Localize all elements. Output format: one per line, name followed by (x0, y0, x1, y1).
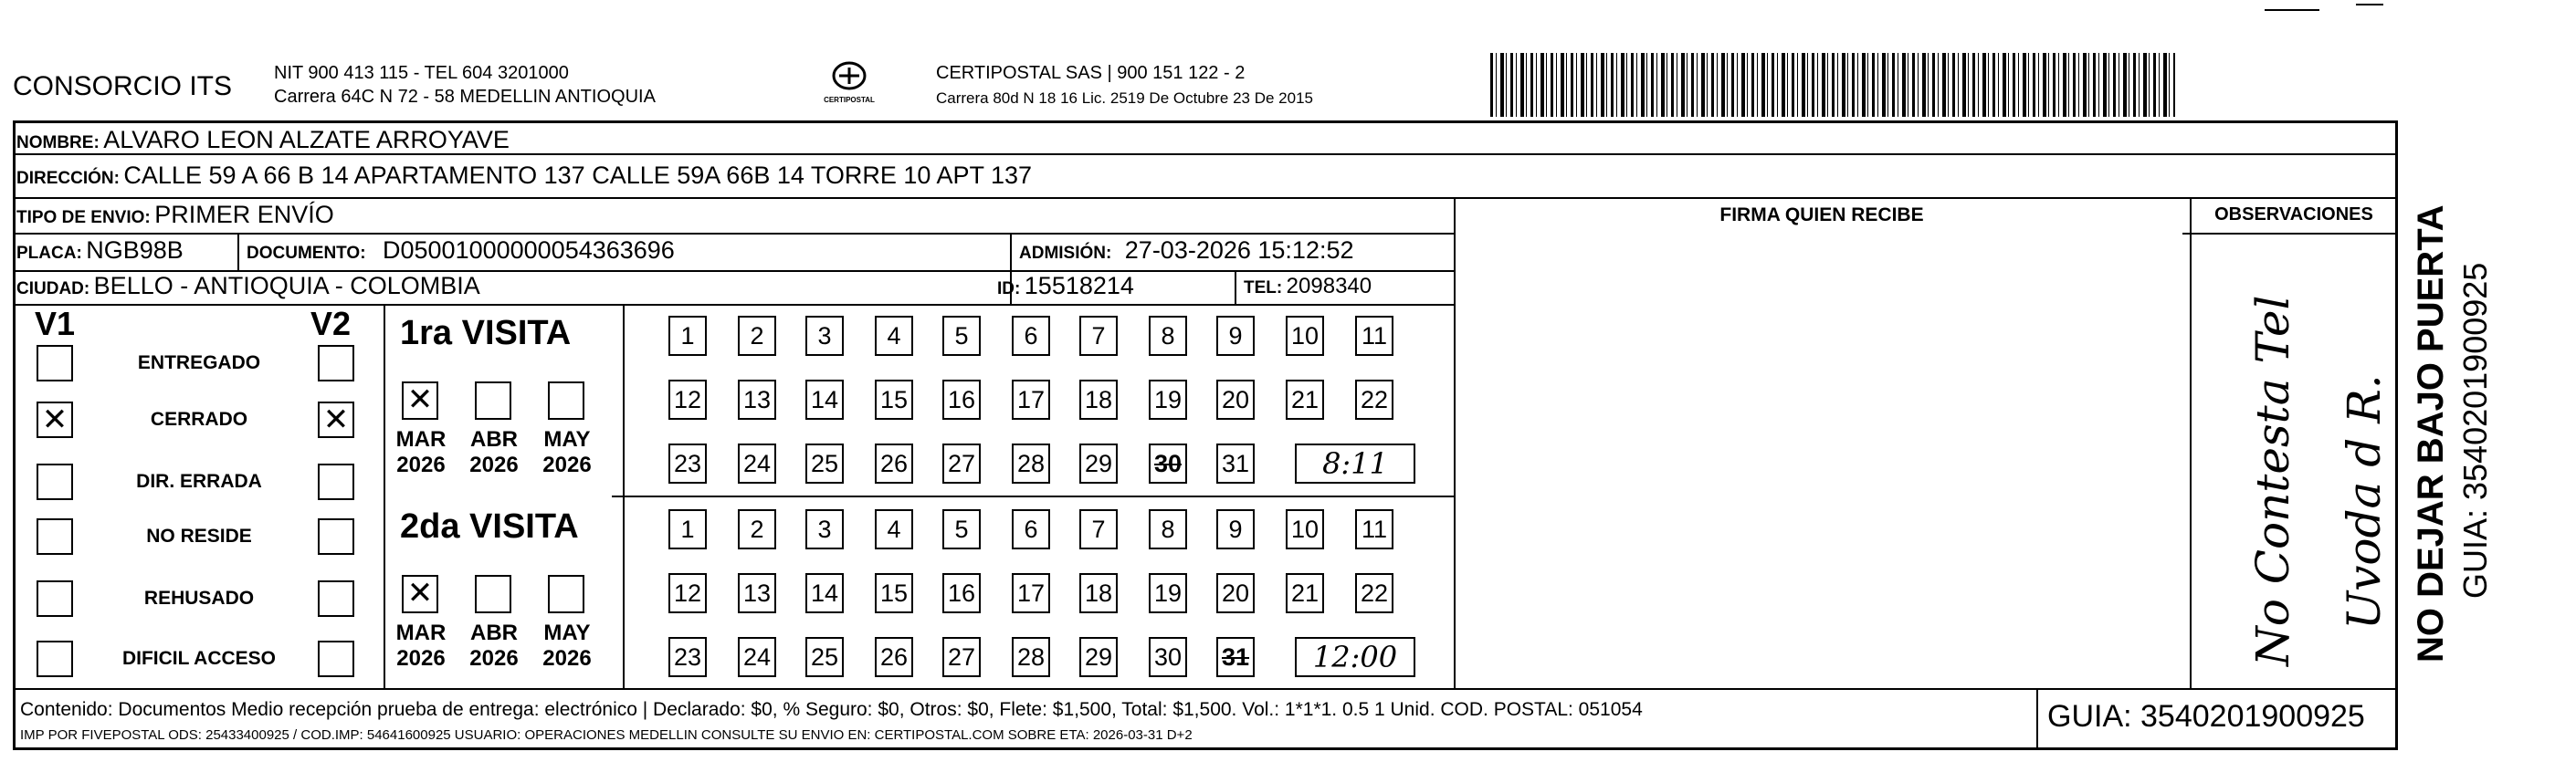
documento-cell (247, 236, 675, 265)
day-box[interactable]: 21 (1286, 573, 1324, 613)
observacion-line-1: No Contesta Tel (2246, 295, 2299, 666)
v1-checkbox[interactable] (37, 580, 73, 617)
day-box[interactable]: 17 (1012, 380, 1050, 420)
day-box[interactable]: 16 (942, 573, 981, 613)
id-cell (997, 272, 1134, 300)
direccion-value: CALLE 59 A 66 B 14 APARTAMENTO 137 CALLE 59A 66B 14 TORRE 10 APT 137 (123, 162, 1033, 189)
day-box[interactable]: 22 (1355, 380, 1393, 420)
observacion-line-2: Uvoda d R. (2338, 374, 2391, 630)
day-box[interactable]: 9 (1216, 509, 1255, 549)
day-box[interactable]: 27 (942, 637, 981, 677)
day-box[interactable]: 9 (1216, 316, 1255, 356)
day-box[interactable]: 14 (805, 380, 844, 420)
admision-value: 27-03-2026 15:12:52 (1124, 236, 1354, 264)
company-name: CONSORCIO ITS (13, 71, 233, 101)
day-box[interactable]: 1 (668, 509, 707, 549)
tel-label: TEL: (1244, 278, 1283, 298)
day-box[interactable]: 20 (1216, 380, 1255, 420)
month-checkbox[interactable] (402, 381, 438, 420)
day-box[interactable]: 8 (1149, 316, 1187, 356)
placa-cell (16, 236, 184, 265)
id-label: ID: (997, 279, 1021, 298)
day-box[interactable]: 4 (875, 316, 913, 356)
company-address: Carrera 64C N 72 - 58 MEDELLIN ANTIOQUIA (274, 87, 656, 107)
v1-label: V1 (35, 305, 76, 342)
side-warning: NO DEJAR BAJO PUERTA (2411, 204, 2451, 663)
certipostal-info: CERTIPOSTAL SAS | 900 151 122 - 2 (936, 63, 1246, 83)
day-box[interactable]: 3 (805, 509, 844, 549)
day-box[interactable]: 10 (1286, 316, 1324, 356)
day-box[interactable]: 3 (805, 316, 844, 356)
status-label: NO RESIDE (146, 526, 252, 547)
signature-area[interactable] (1457, 235, 2188, 686)
month-year: 2026 (542, 646, 592, 671)
month-name: MAR (395, 621, 447, 645)
day-box[interactable]: 19 (1149, 380, 1187, 420)
v1-checkbox[interactable] (37, 518, 73, 555)
side-guia: GUIA: 3540201900925 (2456, 262, 2494, 599)
nombre-value: ALVARO LEON ALZATE ARROYAVE (103, 126, 510, 153)
v2-checkbox[interactable] (318, 580, 354, 617)
day-box[interactable]: 19 (1149, 573, 1187, 613)
certipostal-logo-icon (831, 60, 867, 91)
x-mark-icon: ✕ (406, 381, 434, 418)
month-label (462, 427, 526, 478)
admision-label: ADMISIÓN: (1019, 244, 1112, 263)
tel-value: 2098340 (1286, 274, 1372, 298)
month-name: MAY (543, 427, 591, 452)
day-box[interactable]: 23 (668, 444, 707, 484)
day-box[interactable]: 12 (668, 573, 707, 613)
day-box[interactable]: 11 (1355, 316, 1393, 356)
day-box[interactable]: 5 (942, 316, 981, 356)
day-box[interactable]: 18 (1079, 573, 1118, 613)
month-name: MAY (543, 621, 591, 645)
day-box[interactable]: 30 (1149, 637, 1187, 677)
month-name: ABR (470, 621, 518, 645)
day-box[interactable]: 31 (1216, 637, 1255, 677)
v2-checkbox[interactable] (318, 518, 354, 555)
month-year: 2026 (469, 453, 519, 477)
day-box[interactable]: 15 (875, 380, 913, 420)
v1-checkbox[interactable] (37, 464, 73, 500)
day-box[interactable]: 14 (805, 573, 844, 613)
status-label: DIR. ERRADA (136, 471, 262, 492)
day-box[interactable]: 11 (1355, 509, 1393, 549)
footer-contenido: Contenido: Documentos Medio recepción prueba de entrega: electrónico | Declarado: $0, % Seguro: $0, Otros: $0, Flete: $1,500, Total: $1,500. Vol.: 1*1*1. 0.5 1 Unid. COD. POSTAL: 051054 (20, 699, 1643, 720)
day-box[interactable]: 28 (1012, 637, 1050, 677)
month-label (462, 621, 526, 672)
admision-cell (1019, 236, 1354, 265)
month-label (535, 621, 599, 672)
day-box[interactable]: 13 (738, 380, 776, 420)
day-box[interactable]: 5 (942, 509, 981, 549)
day-box[interactable]: 24 (738, 637, 776, 677)
ciudad-label: CIUDAD: (16, 279, 90, 298)
month-name: ABR (470, 427, 518, 452)
documento-label: DOCUMENTO: (247, 244, 366, 263)
certipostal-logo (822, 60, 877, 104)
month-label (389, 427, 453, 478)
footer-guia: GUIA: 3540201900925 (2047, 699, 2365, 734)
visit-title: 2da VISITA (400, 507, 579, 546)
placa-label: PLACA: (16, 244, 82, 263)
status-label: REHUSADO (143, 588, 255, 609)
month-year: 2026 (469, 646, 519, 671)
ciudad-value: BELLO - ANTIOQUIA - COLOMBIA (93, 272, 480, 299)
month-checkbox[interactable] (548, 381, 584, 420)
placa-value: NGB98B (86, 236, 184, 264)
month-year: 2026 (396, 646, 446, 671)
day-box[interactable]: 18 (1079, 380, 1118, 420)
direccion-label: DIRECCIÓN: (16, 169, 120, 188)
certipostal-address: Carrera 80d N 18 16 Lic. 2519 De Octubre 23 De 2015 (936, 89, 1313, 107)
visit-time[interactable]: 12:00 (1295, 637, 1415, 677)
ciudad-cell (16, 272, 480, 300)
month-label (535, 427, 599, 478)
day-box[interactable]: 6 (1012, 316, 1050, 356)
day-box[interactable]: 10 (1286, 509, 1324, 549)
visit-time[interactable]: 8:11 (1295, 444, 1415, 484)
day-box[interactable]: 21 (1286, 380, 1324, 420)
day-box[interactable]: 1 (668, 316, 707, 356)
day-box[interactable]: 30 (1149, 444, 1187, 484)
day-box[interactable]: 23 (668, 637, 707, 677)
day-box[interactable]: 8 (1149, 509, 1187, 549)
day-box[interactable]: 2 (738, 509, 776, 549)
footer-imp: IMP POR FIVEPOSTAL ODS: 25433400925 / COD.IMP: 54641600925 USUARIO: OPERACIONES MEDELLIN CONSULTE SU ENVIO EN: CERTIPOSTAL.COM SOBRE ETA: 2026-03-31 D+2 (20, 727, 1193, 743)
day-box[interactable]: 2 (738, 316, 776, 356)
day-box[interactable]: 24 (738, 444, 776, 484)
day-box[interactable]: 29 (1079, 444, 1118, 484)
nombre-row (16, 126, 510, 154)
day-box[interactable]: 12 (668, 380, 707, 420)
status-label: CERRADO (150, 409, 248, 430)
v1-checkbox[interactable] (37, 345, 73, 381)
observaciones-label: OBSERVACIONES (2214, 204, 2373, 224)
day-box[interactable]: 26 (875, 637, 913, 677)
tipo-label: TIPO DE ENVIO: (16, 208, 151, 227)
month-checkbox[interactable] (475, 575, 511, 613)
direccion-row (16, 162, 1032, 190)
x-mark-icon: ✕ (41, 402, 68, 438)
corner-mark (2265, 9, 2319, 11)
tipo-row (16, 201, 334, 229)
day-box[interactable]: 17 (1012, 573, 1050, 613)
tel-cell (1244, 274, 1372, 299)
day-box[interactable]: 4 (875, 509, 913, 549)
v2-checkbox[interactable] (318, 641, 354, 677)
day-box[interactable]: 27 (942, 444, 981, 484)
day-box[interactable]: 15 (875, 573, 913, 613)
month-checkbox[interactable] (475, 381, 511, 420)
status-label: DIFICIL ACCESO (121, 648, 276, 669)
day-box[interactable]: 20 (1216, 573, 1255, 613)
day-box[interactable]: 28 (1012, 444, 1050, 484)
day-box[interactable]: 22 (1355, 573, 1393, 613)
id-value: 15518214 (1024, 272, 1134, 299)
day-box[interactable]: 25 (805, 637, 844, 677)
firma-label: FIRMA QUIEN RECIBE (1719, 204, 1924, 225)
logo-text: CERTIPOSTAL (824, 96, 875, 104)
x-mark-icon: ✕ (406, 575, 434, 611)
month-year: 2026 (396, 453, 446, 477)
month-name: MAR (395, 427, 447, 452)
month-checkbox[interactable] (402, 575, 438, 613)
company-nit: NIT 900 413 115 - TEL 604 3201000 (274, 63, 569, 83)
v1-checkbox[interactable] (37, 641, 73, 677)
day-box[interactable]: 25 (805, 444, 844, 484)
day-box[interactable]: 16 (942, 380, 981, 420)
tipo-value: PRIMER ENVÍO (154, 201, 334, 228)
day-box[interactable]: 31 (1216, 444, 1255, 484)
month-year: 2026 (542, 453, 592, 477)
x-mark-icon: ✕ (322, 402, 350, 438)
nombre-label: NOMBRE: (16, 133, 100, 152)
barcode (1490, 53, 2175, 117)
v2-label: V2 (310, 305, 352, 342)
v1-checkbox[interactable] (37, 402, 73, 438)
documento-value: D05001000000054363696 (383, 236, 675, 264)
status-label: ENTREGADO (137, 352, 261, 373)
v2-checkbox[interactable] (318, 464, 354, 500)
day-box[interactable]: 7 (1079, 509, 1118, 549)
corner-mark-2 (2356, 4, 2383, 5)
v2-checkbox[interactable] (318, 345, 354, 381)
day-box[interactable]: 6 (1012, 509, 1050, 549)
day-box[interactable]: 7 (1079, 316, 1118, 356)
month-label (389, 621, 453, 672)
day-box[interactable]: 13 (738, 573, 776, 613)
visit-title: 1ra VISITA (400, 314, 572, 352)
v2-checkbox[interactable] (318, 402, 354, 438)
month-checkbox[interactable] (548, 575, 584, 613)
day-box[interactable]: 29 (1079, 637, 1118, 677)
day-box[interactable]: 26 (875, 444, 913, 484)
